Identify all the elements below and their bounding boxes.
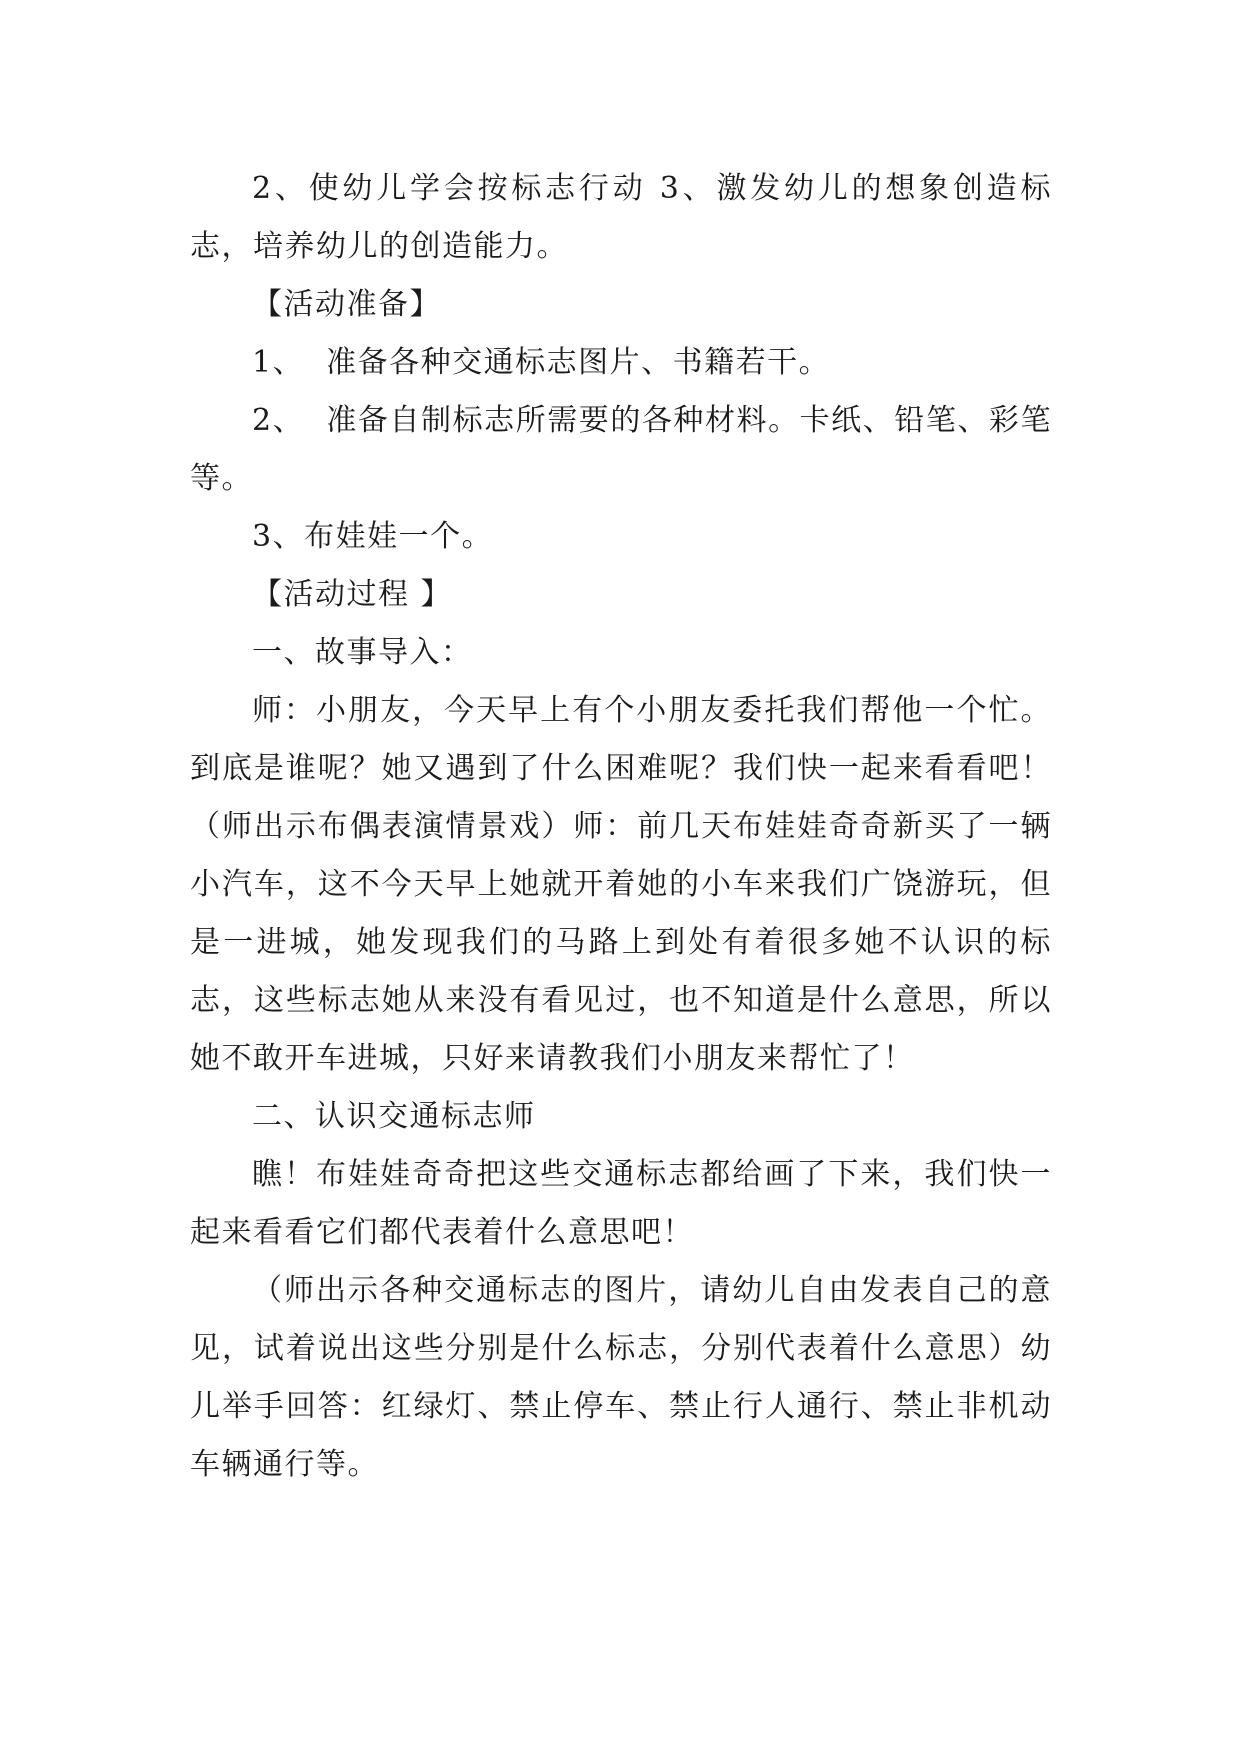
document-body <box>190 160 1052 1494</box>
paragraph-goals: 2、使幼儿学会按标志行动 3、激发幼儿的想象创造标志，培养幼儿的创造能力。 <box>190 171 1052 264</box>
paragraph-prep-2: 2、 准备自制标志所需要的各种材料。卡纸、铅笔、彩笔等。 <box>190 403 1052 496</box>
paragraph-look: 瞧！布娃娃奇奇把这些交通标志都给画了下来，我们快一起来看看它们都代表着什么意思吧！ <box>190 1157 1052 1250</box>
heading-recognize-signs: 二、认识交通标志师 <box>252 1099 536 1134</box>
heading-activity-process: 【活动过程 】 <box>252 577 453 612</box>
paragraph-prep-1: 1、 准备各种交通标志图片、书籍若干。 <box>252 345 831 380</box>
paragraph-prep-3: 3、布娃娃一个。 <box>252 519 494 554</box>
paragraph-story: 师：小朋友，今天早上有个小朋友委托我们帮他一个忙。到底是谁呢？她又遇到了什么困难呢？我们快一起来看看吧！（师出示布偶表演情景戏）师：前几天布娃娃奇奇新买了一辆小汽车，这不今天早上她就开着她的小车来我们广饶游玩，但是一进城，她发现我们的马路上到处有着很多她不认识的标志，这些标志她从来没有看见过，也不知道是什么意思，所以她不敢开车进城，只好来请教我们小朋友来帮忙了！ <box>190 693 1052 1076</box>
heading-story-intro: 一、故事导入： <box>252 635 473 670</box>
paragraph-discussion: （师出示各种交通标志的图片，请幼儿自由发表自己的意见，试着说出这些分别是什么标志，分别代表着什么意思）幼儿举手回答：红绿灯、禁止停车、禁止行人通行、禁止非机动车辆通行等。 <box>190 1273 1052 1482</box>
heading-activity-preparation: 【活动准备】 <box>252 287 441 322</box>
